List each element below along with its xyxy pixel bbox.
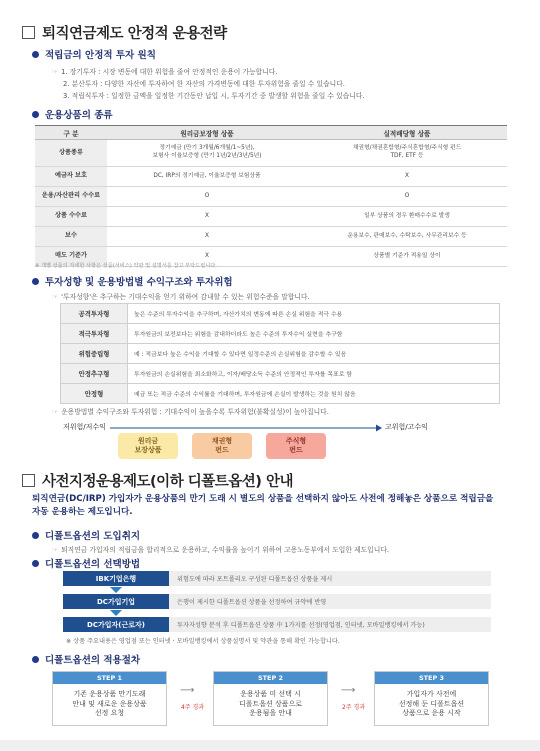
types-note: ※ 개별 상품의 자세한 사항은 상품(서비스) 약관 및 설명서를 참고 부탁드립니다.: [35, 263, 217, 269]
table-row: [61, 344, 500, 364]
right-arrow-icon: ⟶: [341, 685, 356, 696]
table-row-header: 안정형: [61, 384, 128, 404]
step-body: 운용상품 미 선택 시 디폴트옵션 상품으로 운용됨을 안내: [238, 690, 303, 718]
purpose-heading: 디폴트옵션의 도입취지: [32, 528, 140, 542]
table-header-cell: 구 분: [35, 126, 107, 140]
section1-title: 퇴직연금제도 안정적 운용전략: [22, 22, 227, 43]
right-arrow-icon: ⟶: [180, 685, 195, 696]
pointing-hand-icon: ☞: [52, 293, 59, 301]
table-row-header: 상품종류: [35, 140, 107, 167]
table-cell: O: [307, 187, 507, 207]
step-title: STEP 1: [53, 672, 166, 684]
table-cell: 투자원금의 손실위험을 최소화하고, 이자/배당소득 수준의 안정적인 투자를 목표로 함: [128, 364, 500, 384]
footer-bar: [0, 740, 540, 751]
gap-label: 4주 경과: [181, 704, 205, 711]
principle-item: 2. 분산투자 : 다양한 자산에 투자하여 한 자산의 가격변동에 대한 투자위험을 줄일 수 있습니다.: [63, 80, 345, 88]
bullet-dot-icon: [32, 111, 39, 118]
risk-heading: 투자성향 및 운용방법별 수익구조와 투자위험: [32, 274, 233, 288]
checkbox-square-icon: [22, 26, 35, 39]
product-types-table: [35, 125, 507, 267]
table-row-header: 공격투자형: [61, 304, 128, 324]
selection-step-desc: 투자자성향 분석 후 디폴트옵션 상품 中 1가지를 선정(영업점, 인터넷, 모바일뱅킹에서 가능): [169, 617, 491, 632]
section2-title: 사전지정운용제도(이하 디폴트옵션) 안내: [22, 470, 293, 491]
table-row: [61, 324, 500, 344]
pointing-hand-icon: ☞: [52, 546, 59, 554]
down-arrow-icon: [110, 610, 122, 616]
table-row-header: 안정추구형: [61, 364, 128, 384]
table-cell: O: [107, 187, 307, 207]
bullet-dot-icon: [32, 560, 39, 567]
purpose-text: ☞ 퇴직연금 가입자의 적립금을 합리적으로 운용하고, 수익률을 높이기 위하여 고용노동부에서 도입한 제도입니다.: [52, 546, 390, 554]
table-row: [35, 227, 507, 247]
selection-step-row: [63, 617, 491, 632]
down-arrow-icon: [110, 587, 122, 593]
types-heading: 운용상품의 종류: [32, 107, 113, 121]
table-header-cell: 원리금보장형 상품: [107, 126, 307, 140]
table-cell: DC, IRP의 정기예금, 이율보증형 보험상품: [107, 167, 307, 187]
table-cell: 상품별 기준가 적용일 상이: [307, 247, 507, 267]
table-row: [61, 304, 500, 324]
risk-intro: ☞ '투자성향'은 추구하는 기대수익을 얻기 위하여 감내할 수 있는 위험수준을 말합니다.: [52, 293, 310, 301]
bullet-dot-icon: [32, 532, 39, 539]
table-row: [61, 384, 500, 404]
scale-left-label: 저위험/저수익: [63, 423, 106, 431]
table-row: [61, 364, 500, 384]
procedure-step-1: [52, 671, 167, 726]
checkbox-square-icon: [22, 474, 35, 487]
risk-pill-equity-fund: 주식형 펀드: [266, 433, 326, 459]
table-cell: 운용보수, 판매보수, 수탁보수, 사무관리보수 등: [307, 227, 507, 247]
bullet-dot-icon: [32, 51, 39, 58]
step-title: STEP 3: [375, 672, 488, 684]
table-row: [35, 167, 507, 187]
table-row-header: 위험중립형: [61, 344, 128, 364]
selection-step-label: DC가입기업: [63, 594, 169, 609]
table-row-header: 보수: [35, 227, 107, 247]
investor-profile-table: [60, 303, 500, 404]
table-row-header: 상품 수수료: [35, 207, 107, 227]
table-row: [35, 207, 507, 227]
table-header-cell: 실적배당형 상품: [307, 126, 507, 140]
bullet-dot-icon: [32, 656, 39, 663]
procedure-step-3: [374, 671, 489, 726]
table-row: [35, 140, 507, 167]
selection-step-row: [63, 594, 491, 609]
table-row-header: 적극투자형: [61, 324, 128, 344]
table-cell: X: [307, 167, 507, 187]
selection-step-label: DC가입자(근로자): [63, 617, 169, 632]
table-cell: 투자원금의 보전보다는 위험을 감내하더라도 높은 수준의 투자수익 실현을 추구함: [128, 324, 500, 344]
default-option-lead: 퇴직연금(DC/IRP) 가입자가 운용상품의 만기 도래 시 별도의 상품을 선택하지 않아도 사전에 정해놓은 상품으로 적립금을 자동 운용하는 제도입니다.: [32, 494, 494, 517]
selection-step-label: IBK기업은행: [63, 571, 169, 586]
selection-step-desc: 위험도에 따라 포트폴리오 구성된 디폴트옵션 상품을 제시: [169, 571, 491, 586]
table-cell: X: [107, 227, 307, 247]
pointing-hand-icon: ☞: [52, 408, 59, 416]
risk-note: ☞ 운용방법별 수익구조와 투자위험 : 기대수익이 높을수록 투자위험(불확실성)이 높아집니다.: [52, 408, 329, 416]
gap-label: 2주 경과: [342, 704, 366, 711]
table-cell: 채권형/채권혼합형/주식혼합형/주식형 펀드 TDF, ETF 등: [307, 140, 507, 167]
table-row-header: 예금자 보호: [35, 167, 107, 187]
step-title: STEP 2: [214, 672, 327, 684]
table-cell: 정기예금 (만기 3개월/6개월/1~5년), 보험사 이율보증형 (만기 1년/2년/3년/5년): [107, 140, 307, 167]
pointing-hand-icon: ☞: [52, 68, 59, 76]
risk-pill-bond-fund: 채권형 펀드: [192, 433, 252, 459]
principle-item: 3. 적립식투자 : 일정한 금액을 일정한 기간동안 납입 시, 투자기간 중 발생할 위험을 줄일 수 있습니다.: [63, 92, 365, 100]
principle-item: ☞ 1. 장기투자 : 시장 변동에 대한 위험을 줄여 안정적인 운용이 가능합니다.: [52, 68, 278, 76]
risk-scale-arrow-icon: [110, 424, 382, 432]
table-header-row: [35, 126, 507, 140]
selection-note: ※ 상품 주요내용은 영업점 또는 인터넷ㆍ모바일뱅킹에서 상품설명서 및 약관을 통해 확인 가능합니다.: [66, 638, 340, 645]
step-body: 가입자가 사전에 선정해 둔 디폴트옵션 상품으로 운용 시작: [398, 690, 465, 718]
risk-pill-guaranteed: 원리금 보장상품: [118, 433, 178, 459]
scale-right-label: 고위험/고수익: [385, 423, 428, 431]
bullet-dot-icon: [32, 278, 39, 285]
table-cell: 예금 또는 적금 수준의 수익률을 기대하며, 투자원금에 손실이 발생하는 것을 원치 않음: [128, 384, 500, 404]
table-cell: 예 : 적금보다 높은 수익을 기대할 수 있다면 일정수준의 손실위험을 감수할 수 있음: [128, 344, 500, 364]
table-row: [35, 187, 507, 207]
procedure-step-2: [213, 671, 328, 726]
table-row-header: 운용/자산관리 수수료: [35, 187, 107, 207]
principle-heading: 적립금의 안정적 투자 원칙: [32, 47, 156, 61]
selection-step-desc: 은행이 제시한 디폴트옵션 상품을 선정하여 규약에 반영: [169, 594, 491, 609]
table-cell: X: [107, 247, 307, 267]
table-cell: 높은 수준의 투자수익을 추구하며, 자산가치의 변동에 따른 손실 위험을 적극 수용: [128, 304, 500, 324]
selection-step-row: [63, 571, 491, 586]
step-body: 기존 운용상품 만기도래 안내 및 새로운 운용상품 선정 요청: [72, 690, 147, 718]
table-row-header: 매도 기준가: [35, 247, 107, 267]
table-cell: 일부 상품의 경우 환매수수료 발생: [307, 207, 507, 227]
selection-heading: 디폴트옵션의 선택방법: [32, 556, 140, 570]
procedure-heading: 디폴트옵션의 적용절차: [32, 652, 140, 666]
table-cell: X: [107, 207, 307, 227]
